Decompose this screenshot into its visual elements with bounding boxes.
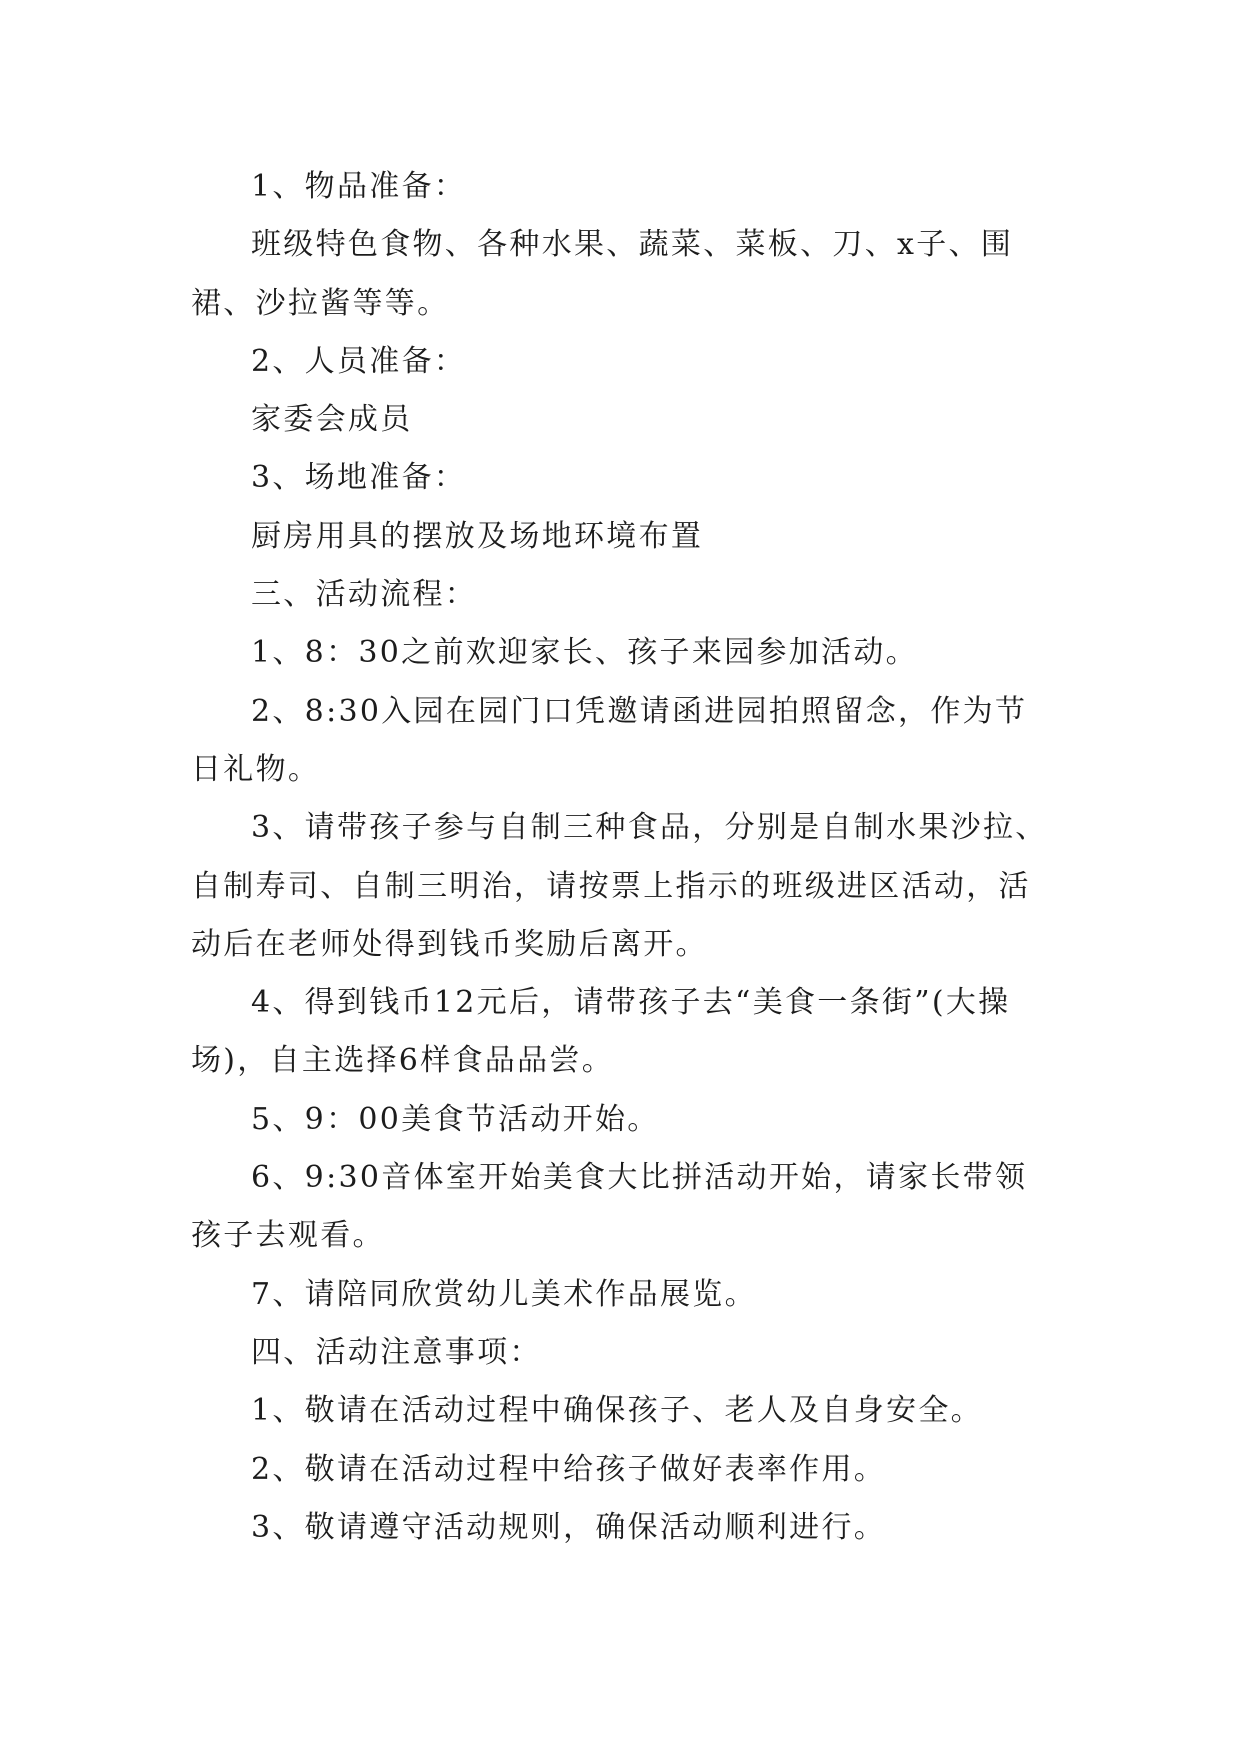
- item-venue-text: 厨房用具的摆放及场地环境布置: [251, 518, 704, 554]
- note-1: 1、敬请在活动过程中确保孩子、老人及自身安全。: [251, 1393, 983, 1429]
- process-step-5: 5、9：00美食节活动开始。: [251, 1101, 660, 1137]
- item-materials-heading: 1、物品准备：: [251, 169, 467, 204]
- document-body: [191, 158, 1051, 1557]
- process-step-1: 1、8：30之前欢迎家长、孩子来园参加活动。: [251, 635, 918, 671]
- item-staff-heading: 2、人员准备：: [251, 343, 467, 379]
- process-step-3: 3、请带孩子参与自制三种食品，分别是自制水果沙拉、自制寿司、自制三明治，请按票上指示的班级进区活动，活动后在老师处得到钱币奖励后离开。: [191, 810, 1048, 962]
- process-step-7: 7、请陪同欣赏幼儿美术作品展览。: [251, 1276, 757, 1312]
- process-step-6: 6、9:30音体室开始美食大比拼活动开始，请家长带领孩子去观看。: [191, 1160, 1028, 1254]
- item-staff-text: 家委会成员: [251, 402, 413, 438]
- note-3: 3、敬请遵守活动规则，确保活动顺利进行。: [251, 1509, 887, 1545]
- process-step-2: 2、8:30入园在园门口凭邀请函进园拍照留念，作为节日礼物。: [191, 693, 1028, 787]
- process-step-4: 4、得到钱币12元后，请带孩子去“美食一条街”(大操场)，自主选择6样食品品尝。: [191, 985, 1011, 1079]
- item-venue-heading: 3、场地准备：: [251, 460, 467, 496]
- note-2: 2、敬请在活动过程中给孩子做好表率作用。: [251, 1451, 887, 1487]
- item-materials-text: 班级特色食物、各种水果、蔬菜、菜板、刀、x子、围裙、沙拉酱等等。: [191, 227, 1014, 321]
- section-notes-heading: 四、活动注意事项：: [251, 1334, 542, 1370]
- section-process-heading: 三、活动流程：: [251, 577, 478, 613]
